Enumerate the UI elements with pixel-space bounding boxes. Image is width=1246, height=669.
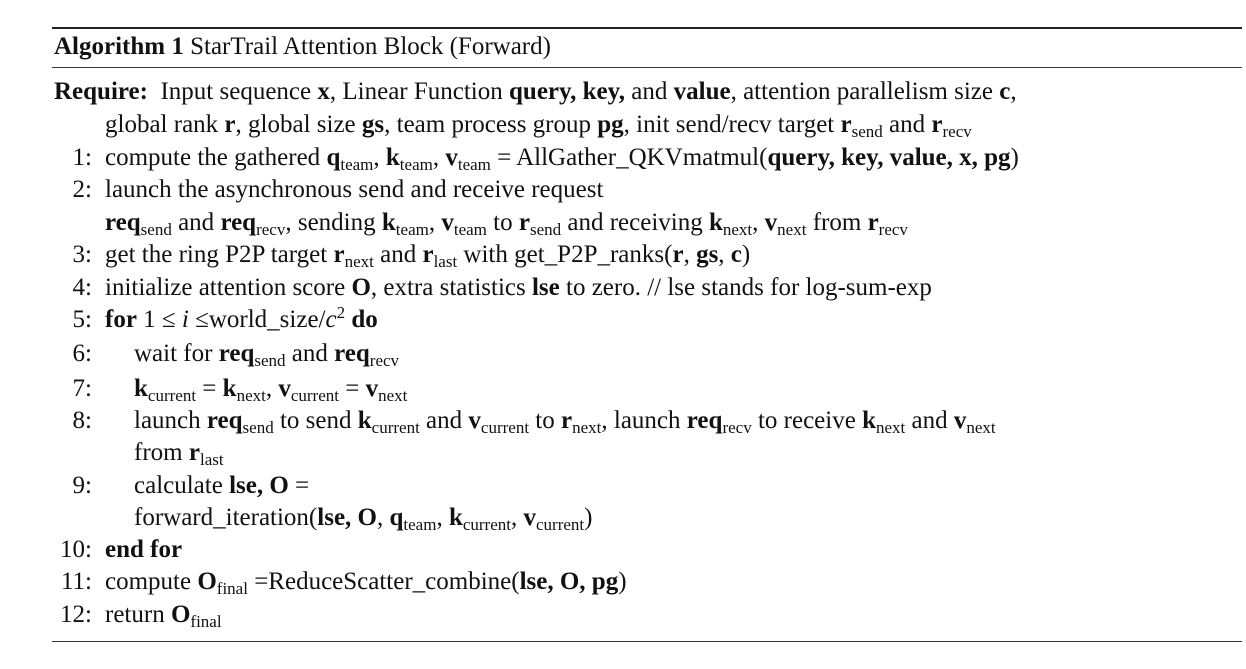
caption-label: Algorithm 1: [54, 33, 184, 60]
line-number-9: 9:: [72, 472, 92, 499]
line-number-6: 6:: [72, 340, 92, 367]
line-number-5: 5:: [72, 306, 92, 333]
step-8-line-2: from $r_{last}$: [134, 439, 224, 469]
step-2-line-1: launch the asynchronous send and receive request: [105, 176, 604, 203]
caption-title: StarTrail Attention Block (Forward): [190, 33, 551, 60]
line-number-7: 7:: [72, 375, 92, 402]
line-number-4: 4:: [72, 274, 92, 301]
line-number-8: 8:: [72, 407, 92, 434]
line-number-1: 1:: [72, 144, 92, 171]
line-number-10: 10:: [60, 536, 92, 563]
step-3: get the ring P2P target $r_{next}$ and $r_{last}$ with get_P2P_ranks(r, gs, c): [105, 241, 751, 271]
step-6: wait for req$_{send}$ and req$_{recv}$: [134, 340, 400, 370]
step-7: $k_{current} = k_{next}$, $v_{current} = v_{next}$: [134, 375, 408, 405]
bottom-rule: [52, 641, 1242, 642]
require-label: Require:: [54, 78, 148, 105]
caption-rule: [52, 67, 1242, 68]
algorithm-caption: [54, 30, 551, 64]
step-8-line-1: launch req$_{send}$ to send $k_{current}$ and $v_{current}$ to $r_{next}$, launch req$_{recv}$ to receive $k_{next}$ and $v_{next}$: [134, 407, 996, 437]
require-line-2: global rank r, global size gs, team process group pg, init send/recv target $r_{send}$ and $r_{recv}$: [105, 111, 972, 141]
line-number-3: 3:: [72, 241, 92, 268]
line-number-12: 12:: [60, 601, 92, 628]
line-number-2: 2:: [72, 176, 92, 203]
top-rule: [52, 27, 1242, 29]
step-9-line-1: calculate lse, O =: [134, 472, 310, 499]
step-2-line-2: req$_{send}$ and req$_{recv}$, sending $k_{team}$, $v_{team}$ to $r_{send}$ and receiving $k_{next}$, $v_{next}$ from $r_{recv}$: [105, 209, 908, 239]
step-1: compute the gathered $q_{team}$, $k_{team}$, $v_{team}$ = AllGather_QKVmatmul(query, key, value, x, pg): [105, 144, 1019, 174]
step-11: compute $O_{final}$ =ReduceScatter_combine(lse, O, pg): [105, 568, 627, 598]
step-10: end for: [105, 536, 183, 563]
require-line-1: Require: Input sequence x, Linear Function query, key, and value, attention parallelism size c,: [54, 78, 1017, 105]
step-4: initialize attention score O, extra statistics lse to zero. // lse stands for log-sum-exp: [105, 274, 932, 301]
step-5: for $1 \le i \le world\_size/c^2$ do: [105, 303, 378, 333]
line-number-11: 11:: [60, 568, 92, 595]
step-9-line-2: forward_iteration(lse, O, $q_{team}$, $k_{current}$, $v_{current}$): [134, 504, 593, 534]
step-12: return $O_{final}$: [105, 601, 222, 631]
